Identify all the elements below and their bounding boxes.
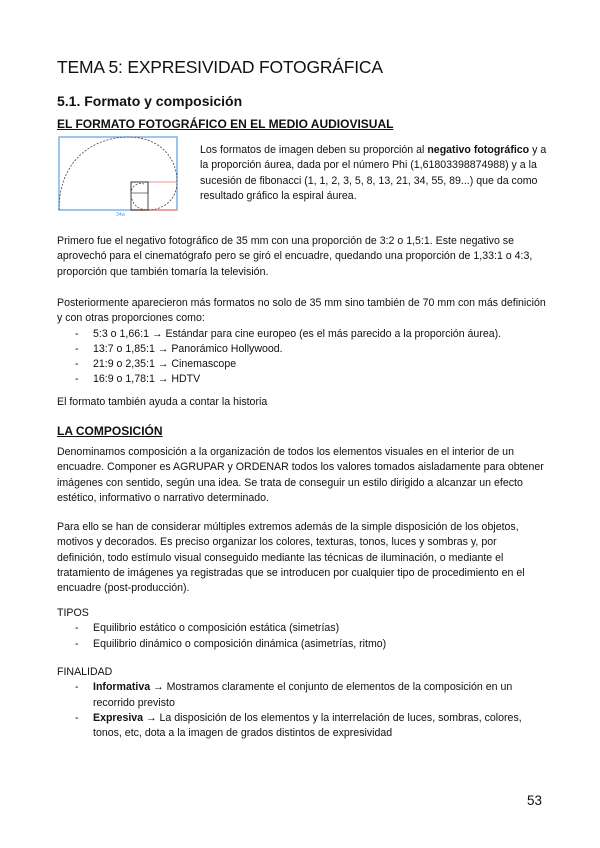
formats-list xyxy=(57,327,547,388)
composicion-heading: LA COMPOSICIÓN xyxy=(57,424,163,438)
intro-paragraph xyxy=(200,143,550,204)
formatos-intro: Posteriormente aparecieron más formatos no solo de 35 mm sino también de 70 mm con más definición y con otras proporciones como: xyxy=(57,297,546,325)
item-text: → La disposición de los elementos y la interrelación de luces, sombras, colores, tonos, etc, dota a la imagen de grados distintos de expresividad xyxy=(93,711,522,740)
list-item xyxy=(57,680,547,711)
list-item: - 16:9 o 1,78:1 → HDTV xyxy=(57,372,547,387)
item-text: → Mostramos claramente el conjunto de elementos de la composición en un recorrido previsto xyxy=(93,681,513,709)
item-bold: Expresiva xyxy=(93,711,144,724)
page-number: 53 xyxy=(527,793,543,808)
finalidad-label: FINALIDAD xyxy=(57,666,113,678)
list-item: - 13:7 o 1,85:1 → Panorámico Hollywood. xyxy=(57,342,547,357)
golden-spiral-figure xyxy=(58,136,198,216)
intro-text: Los formatos de imagen deben su proporción al xyxy=(200,144,428,156)
page-title: TEMA 5: EXPRESIVIDAD FOTOGRÁFICA xyxy=(57,57,383,77)
list-item: - Equilibrio estático o composición estática (simetrías) xyxy=(57,621,547,636)
tipos-section xyxy=(57,606,547,652)
paragraph-historia: El formato también ayuda a contar la historia xyxy=(57,396,268,408)
svg-text:34w: 34w xyxy=(116,212,126,216)
paragraph-composicion: Denominamos composición a la organización de todos los elementos visuales en el interior de un encuadre. Componer es AGRUPAR y ORDENAR todos los valores tomados aisladamente para obtener imágenes con sentido, según una idea. Se trata de conseguir un estilo dirigido a alcanzar un efecto estético, informativo o narrativo determinado. xyxy=(57,446,544,504)
item-bold: Informativa xyxy=(93,681,151,694)
intro-text-after: y a la proporción áurea, dada por el número Phi (1,61803398874988) y a la sucesión de fibonacci (1, 1, 2, 3, 5, 8, 13, 21, 34, 55, 89...) que da como resultado gráfico la espiral áurea. xyxy=(200,144,547,202)
list-item: - 5:3 o 1,66:1 → Estándar para cine europeo (es el más parecido a la proporción áurea). xyxy=(57,327,547,342)
section-heading: 5.1. Formato y composición xyxy=(57,93,243,109)
paragraph-formatos xyxy=(57,296,547,388)
tipos-label: TIPOS xyxy=(57,607,89,619)
paragraph-extremos: Para ello se han de considerar múltiples extremos además de la simple disposición de los objetos, motivos y decorados. Es preciso organizar los colores, texturas, tonos, luces y sombras y, por definición, todo estímulo visual conseguido mediante las técnicas de iluminación, o mediante el tratamiento de imágenes ya registradas que se introducen por cualquier tipo de procedimiento en el encuadre (post-producción). xyxy=(57,521,525,595)
list-item: - Equilibrio dinámico o composición dinámica (asimetrías, ritmo) xyxy=(57,637,547,652)
paragraph-negativo: Primero fue el negativo fotográfico de 35 mm con una proporción de 3:2 o 1,5:1. Este negativo se aprovechó para el cinematógrafo pero se giró el encuadre, quedando una proporción de 1,33:1 o 4:3, proporción que también tomaría la televisión. xyxy=(57,235,533,278)
list-item xyxy=(57,711,547,742)
formato-heading: EL FORMATO FOTOGRÁFICO EN EL MEDIO AUDIOVISUAL xyxy=(57,117,394,131)
finalidad-section xyxy=(57,665,547,741)
list-item: - 21:9 o 2,35:1 → Cinemascope xyxy=(57,357,547,372)
intro-bold: negativo fotográfico xyxy=(427,144,530,156)
